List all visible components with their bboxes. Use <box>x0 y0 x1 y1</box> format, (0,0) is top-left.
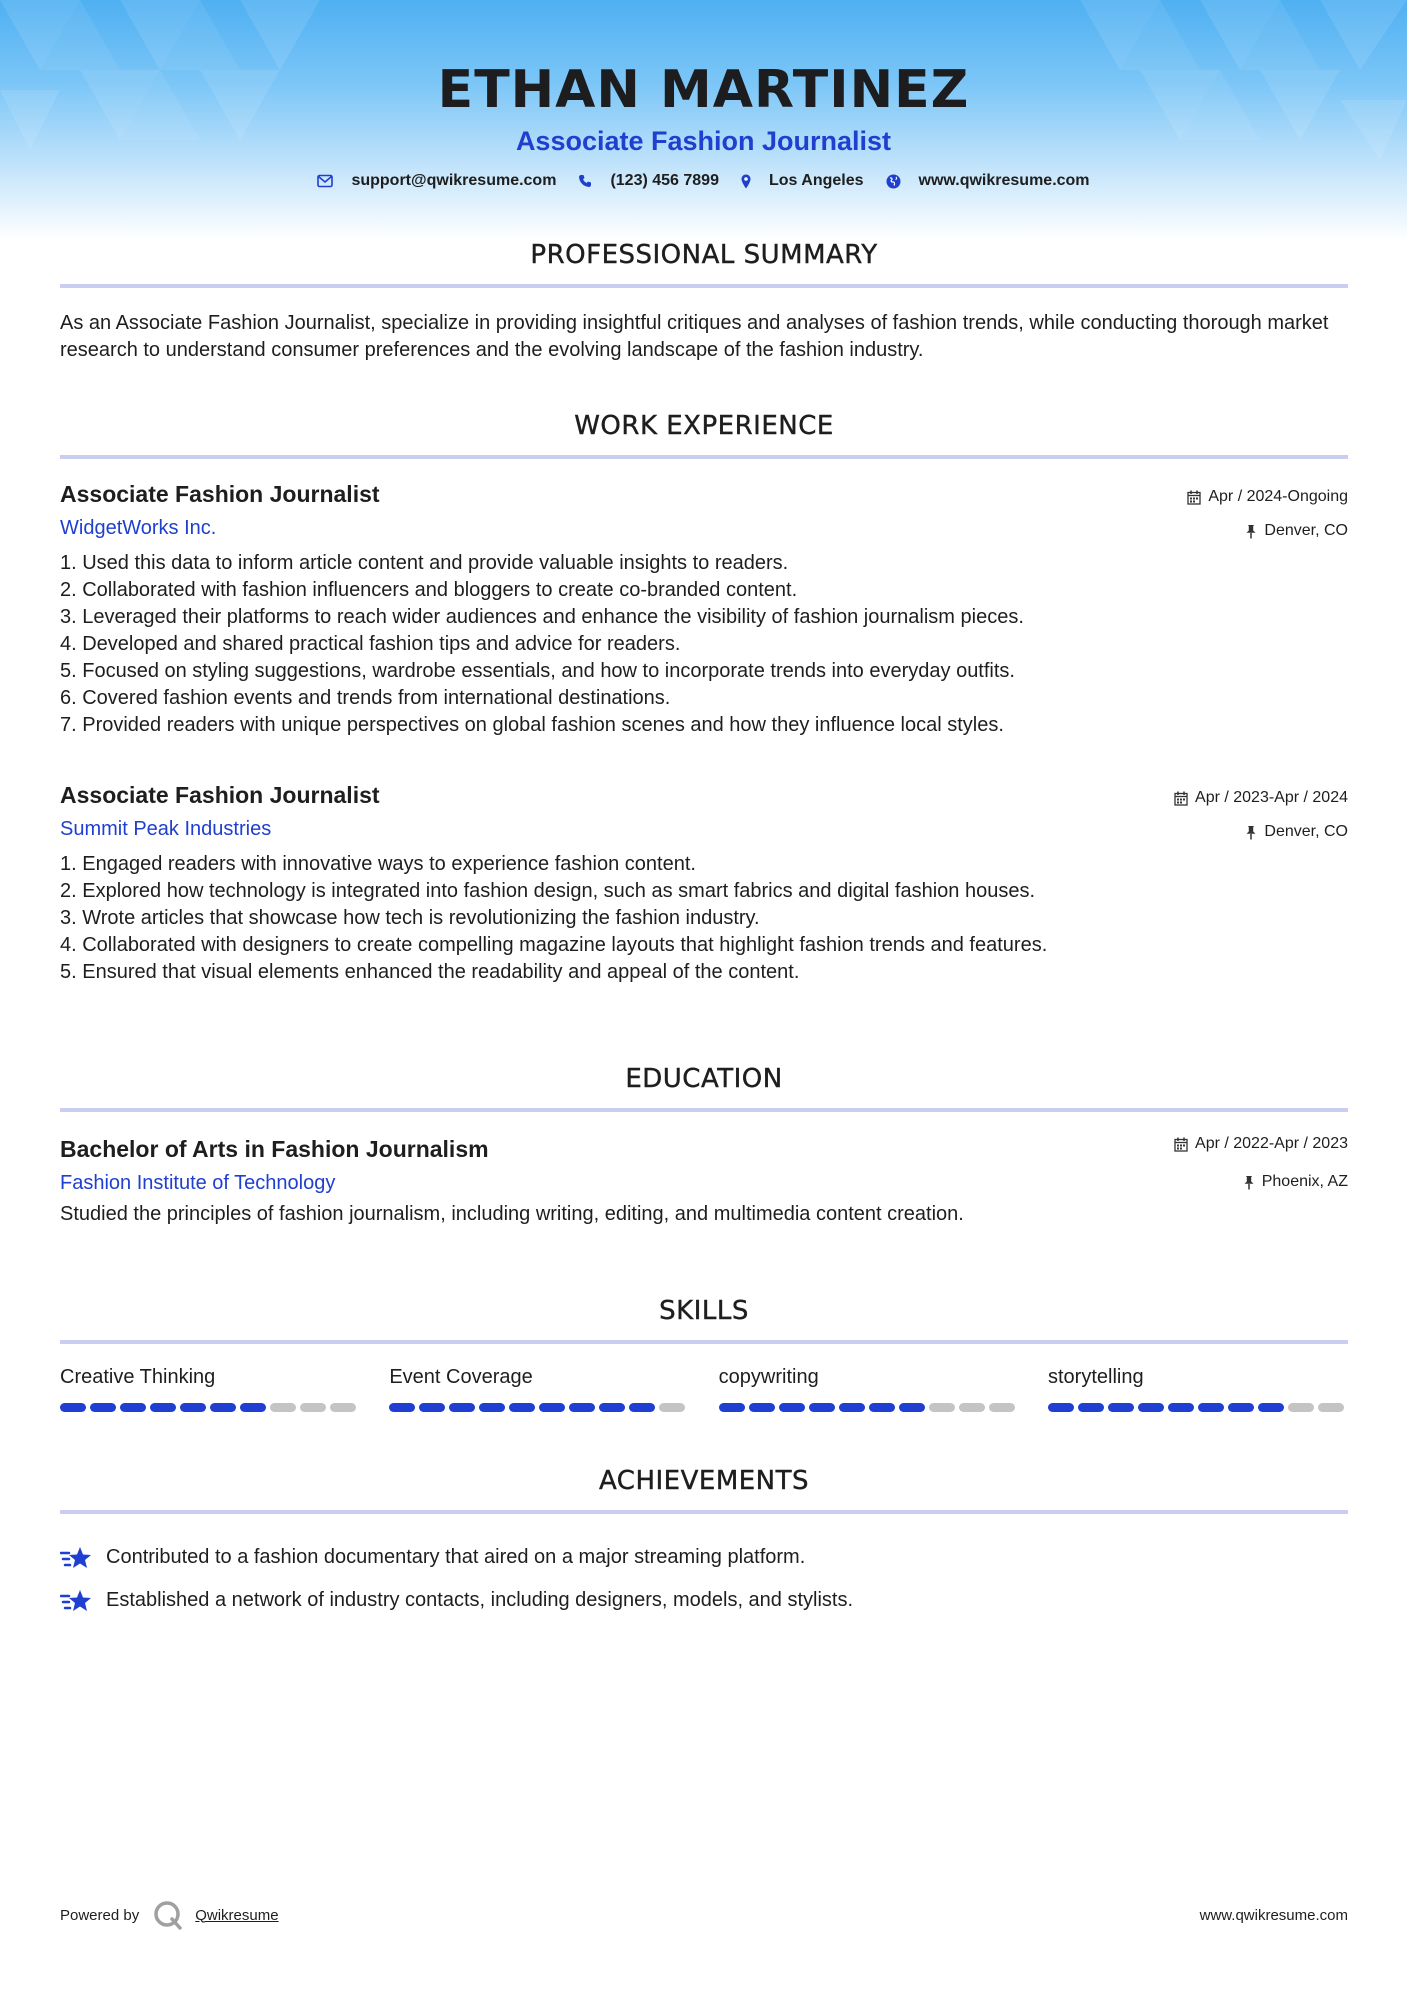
list-item: 6. Covered fashion events and trends from international destinations. <box>60 687 671 709</box>
skill-segment-filled <box>90 1403 116 1412</box>
envelope-icon <box>317 174 333 188</box>
skill-segment-filled <box>779 1403 805 1412</box>
candidate-title: Associate Fashion Journalist <box>515 126 892 156</box>
location-text: Denver, CO <box>1264 522 1348 539</box>
experience-section-header <box>60 409 1348 459</box>
skill-level-bar <box>389 1403 689 1412</box>
job-location <box>1245 522 1348 540</box>
list-item: 4. Developed and shared practical fashion tips and advice for readers. <box>60 633 681 655</box>
skill-name: Creative Thinking <box>60 1366 216 1388</box>
skill-segment-filled <box>509 1403 535 1412</box>
job-entry <box>60 479 1348 739</box>
contact-website[interactable] <box>886 172 1090 190</box>
dates-text: Apr / 2024-Ongoing <box>1208 488 1348 505</box>
skill-segment-filled <box>150 1403 176 1412</box>
skill-segment-empty <box>989 1403 1015 1412</box>
job-title: Associate Fashion Journalist <box>60 481 380 507</box>
section-divider <box>60 284 1348 288</box>
contact-bar <box>0 172 1407 190</box>
education-entry <box>60 1134 1348 1228</box>
skill-segment-filled <box>120 1403 146 1412</box>
skill-item <box>389 1364 689 1412</box>
list-item: 4. Collaborated with designers to create compelling magazine layouts that highlight fashion trends and features. <box>60 934 1048 956</box>
skill-item <box>1048 1364 1348 1412</box>
job-dates <box>1187 488 1348 506</box>
achievement-text: Contributed to a fashion documentary that aired on a major streaming platform. <box>106 1546 806 1568</box>
list-item: 1. Used this data to inform article content and provide valuable insights to readers. <box>60 552 789 574</box>
achievement-text: Established a network of industry contacts, including designers, models, and stylists. <box>106 1589 854 1611</box>
skill-segment-filled <box>389 1403 415 1412</box>
job-dates <box>1174 789 1348 807</box>
skill-segment-filled <box>1108 1403 1134 1412</box>
skill-segment-filled <box>240 1403 266 1412</box>
skill-item <box>60 1364 360 1412</box>
company-name[interactable]: Summit Peak Industries <box>60 818 272 840</box>
skill-level-bar <box>60 1403 360 1412</box>
section-divider <box>60 1510 1348 1514</box>
star-icon <box>60 1588 92 1614</box>
skill-segment-filled <box>1078 1403 1104 1412</box>
skill-name: copywriting <box>718 1366 819 1388</box>
skill-segment-filled <box>1258 1403 1284 1412</box>
skill-segment-filled <box>479 1403 505 1412</box>
contact-email[interactable] <box>317 172 556 190</box>
qwikresume-logo-icon <box>153 1900 183 1930</box>
skill-item <box>719 1364 1019 1412</box>
job-entry <box>60 780 1348 986</box>
education-location <box>1243 1173 1348 1191</box>
section-title: PROFESSIONAL SUMMARY <box>530 240 878 270</box>
powered-by-label: Powered by <box>60 1906 140 1924</box>
skill-segment-empty <box>300 1403 326 1412</box>
email-text: support@qwikresume.com <box>351 172 557 189</box>
skills-list <box>60 1364 1348 1412</box>
skill-segment-filled <box>899 1403 925 1412</box>
pushpin-icon <box>1245 825 1257 840</box>
achievements-list <box>60 1536 1348 1622</box>
skill-segment-filled <box>60 1403 86 1412</box>
skill-segment-filled <box>869 1403 895 1412</box>
pushpin-icon <box>1245 524 1257 539</box>
section-divider <box>60 455 1348 459</box>
skill-segment-filled <box>719 1403 745 1412</box>
list-item: 3. Wrote articles that showcase how tech is revolutionizing the fashion industry. <box>60 907 760 929</box>
skill-segment-filled <box>749 1403 775 1412</box>
section-title: SKILLS <box>659 1296 749 1326</box>
list-item: 1. Engaged readers with innovative ways to experience fashion content. <box>60 853 696 875</box>
section-divider <box>60 1340 1348 1344</box>
skill-segment-filled <box>629 1403 655 1412</box>
calendar-icon <box>1187 490 1201 505</box>
job-location <box>1245 823 1348 841</box>
skill-segment-filled <box>1048 1403 1074 1412</box>
section-title: ACHIEVEMENTS <box>598 1466 810 1496</box>
school-name[interactable]: Fashion Institute of Technology <box>60 1172 336 1194</box>
job-bullets <box>60 851 1348 986</box>
skill-segment-filled <box>809 1403 835 1412</box>
summary-text: As an Associate Fashion Journalist, specialize in providing insightful critiques and analyses of fashion trends, while conducting thorough market research to understand consumer preferences and the evolving landscape of the fashion industry. <box>60 312 1329 361</box>
phone-icon <box>578 174 592 188</box>
company-name[interactable]: WidgetWorks Inc. <box>60 517 217 539</box>
skill-segment-empty <box>1288 1403 1314 1412</box>
skill-segment-filled <box>419 1403 445 1412</box>
location-text: Los Angeles <box>768 172 864 189</box>
list-item: 2. Explored how technology is integrated into fashion design, such as smart fabrics and digital fashion houses. <box>60 880 1036 902</box>
location-text: Denver, CO <box>1264 823 1348 840</box>
contact-location <box>741 172 864 190</box>
list-item <box>60 1536 1348 1579</box>
skills-section-header <box>60 1294 1348 1344</box>
website-text: www.qwikresume.com <box>918 172 1090 189</box>
candidate-name: ETHAN MARTINEZ <box>437 60 970 120</box>
education-dates <box>1174 1135 1348 1153</box>
skill-segment-filled <box>1228 1403 1254 1412</box>
skill-segment-empty <box>959 1403 985 1412</box>
skill-segment-filled <box>180 1403 206 1412</box>
location-text: Phoenix, AZ <box>1261 1173 1348 1190</box>
calendar-icon <box>1174 1137 1188 1152</box>
section-title: EDUCATION <box>625 1064 783 1094</box>
skill-segment-empty <box>929 1403 955 1412</box>
footer-website[interactable]: www.qwikresume.com <box>1199 1906 1348 1924</box>
achievements-section-header <box>60 1464 1348 1514</box>
skill-segment-filled <box>1198 1403 1224 1412</box>
skill-segment-filled <box>569 1403 595 1412</box>
map-pin-icon <box>741 174 751 189</box>
dates-text: Apr / 2022-Apr / 2023 <box>1195 1135 1348 1152</box>
skill-segment-filled <box>449 1403 475 1412</box>
resume-header <box>0 58 1407 158</box>
skill-segment-empty <box>1318 1403 1344 1412</box>
education-section-header <box>60 1062 1348 1112</box>
skill-segment-filled <box>839 1403 865 1412</box>
list-item: 2. Collaborated with fashion influencers and bloggers to create co-branded content. <box>60 579 798 601</box>
list-item: 5. Focused on styling suggestions, wardrobe essentials, and how to incorporate trends into everyday outfits. <box>60 660 1015 682</box>
list-item: 7. Provided readers with unique perspectives on global fashion scenes and how they influence local styles. <box>60 714 1004 736</box>
phone-text: (123) 456 7899 <box>610 172 719 189</box>
skill-segment-filled <box>599 1403 625 1412</box>
section-divider <box>60 1108 1348 1112</box>
globe-icon <box>886 174 901 189</box>
section-title: WORK EXPERIENCE <box>574 411 834 441</box>
skill-segment-empty <box>330 1403 356 1412</box>
skill-segment-empty <box>270 1403 296 1412</box>
contact-phone[interactable] <box>578 172 719 190</box>
skill-segment-empty <box>659 1403 685 1412</box>
footer <box>60 1898 1348 1932</box>
degree-title: Bachelor of Arts in Fashion Journalism <box>60 1136 489 1162</box>
calendar-icon <box>1174 791 1188 806</box>
education-description: Studied the principles of fashion journalism, including writing, editing, and multimedia content creation. <box>60 1203 964 1225</box>
skill-level-bar <box>719 1403 1019 1412</box>
skill-level-bar <box>1048 1403 1348 1412</box>
skill-segment-filled <box>539 1403 565 1412</box>
list-item: 5. Ensured that visual elements enhanced the readability and appeal of the content. <box>60 961 800 983</box>
skill-segment-filled <box>1138 1403 1164 1412</box>
skill-name: storytelling <box>1047 1366 1144 1388</box>
job-title: Associate Fashion Journalist <box>60 782 380 808</box>
brand-link[interactable]: Qwikresume <box>195 1906 279 1924</box>
skill-segment-filled <box>1168 1403 1194 1412</box>
pushpin-icon <box>1243 1175 1255 1190</box>
skill-name: Event Coverage <box>389 1366 533 1388</box>
list-item: 3. Leveraged their platforms to reach wider audiences and enhance the visibility of fashion journalism pieces. <box>60 606 1024 628</box>
skill-segment-filled <box>210 1403 236 1412</box>
star-icon <box>60 1545 92 1571</box>
dates-text: Apr / 2023-Apr / 2024 <box>1195 789 1348 806</box>
summary-section-header <box>60 238 1348 288</box>
job-bullets <box>60 550 1348 739</box>
list-item <box>60 1579 1348 1622</box>
